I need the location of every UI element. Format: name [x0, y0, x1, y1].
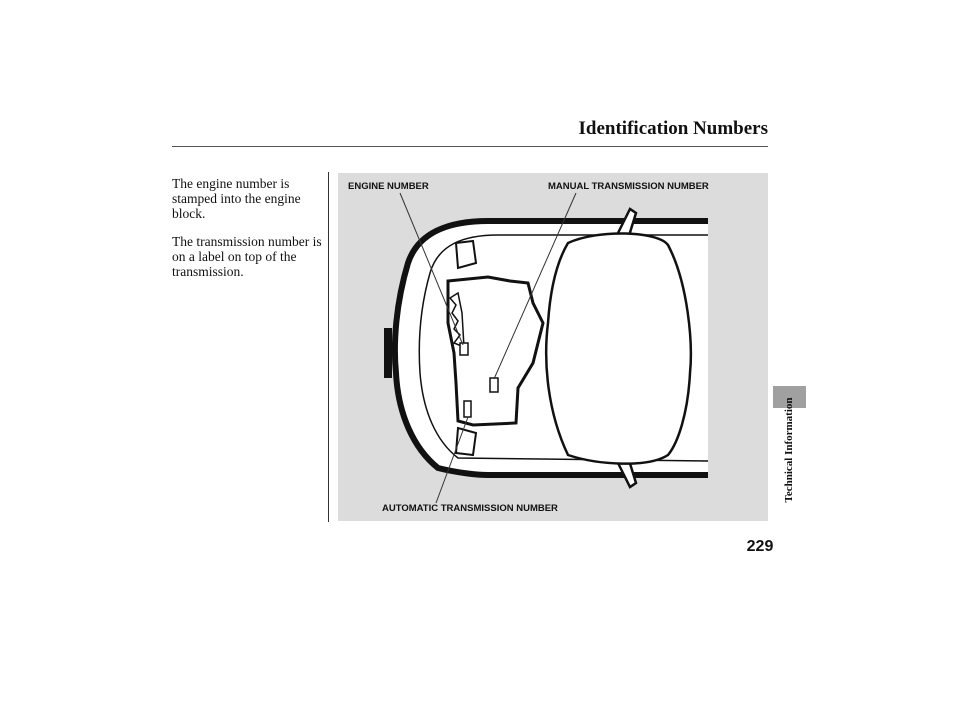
engine-number-plate — [460, 343, 468, 355]
section-label: Technical Information — [783, 397, 795, 503]
automatic-transmission-plate — [464, 401, 471, 417]
paragraph-engine-number: The engine number is stamped into the engine block. — [172, 176, 301, 221]
engine-number-label: ENGINE NUMBER — [348, 181, 429, 192]
manual-transmission-number-label: MANUAL TRANSMISSION NUMBER — [548, 181, 709, 192]
car-top-view-illustration — [338, 173, 768, 521]
paragraph-transmission-number: The transmission number is on a label on top of the transmission. — [172, 234, 322, 279]
body-text — [172, 176, 322, 292]
windshield-roof — [546, 233, 691, 463]
left-headlight — [456, 241, 476, 268]
automatic-transmission-number-label: AUTOMATIC TRANSMISSION NUMBER — [382, 503, 558, 514]
page-number: 229 — [746, 538, 774, 555]
header-rule — [172, 146, 768, 147]
page-title: Identification Numbers — [578, 118, 768, 139]
front-bumper — [384, 328, 392, 378]
manual-transmission-plate — [490, 378, 498, 392]
engine-compartment-figure — [338, 173, 768, 521]
column-divider — [328, 172, 329, 522]
